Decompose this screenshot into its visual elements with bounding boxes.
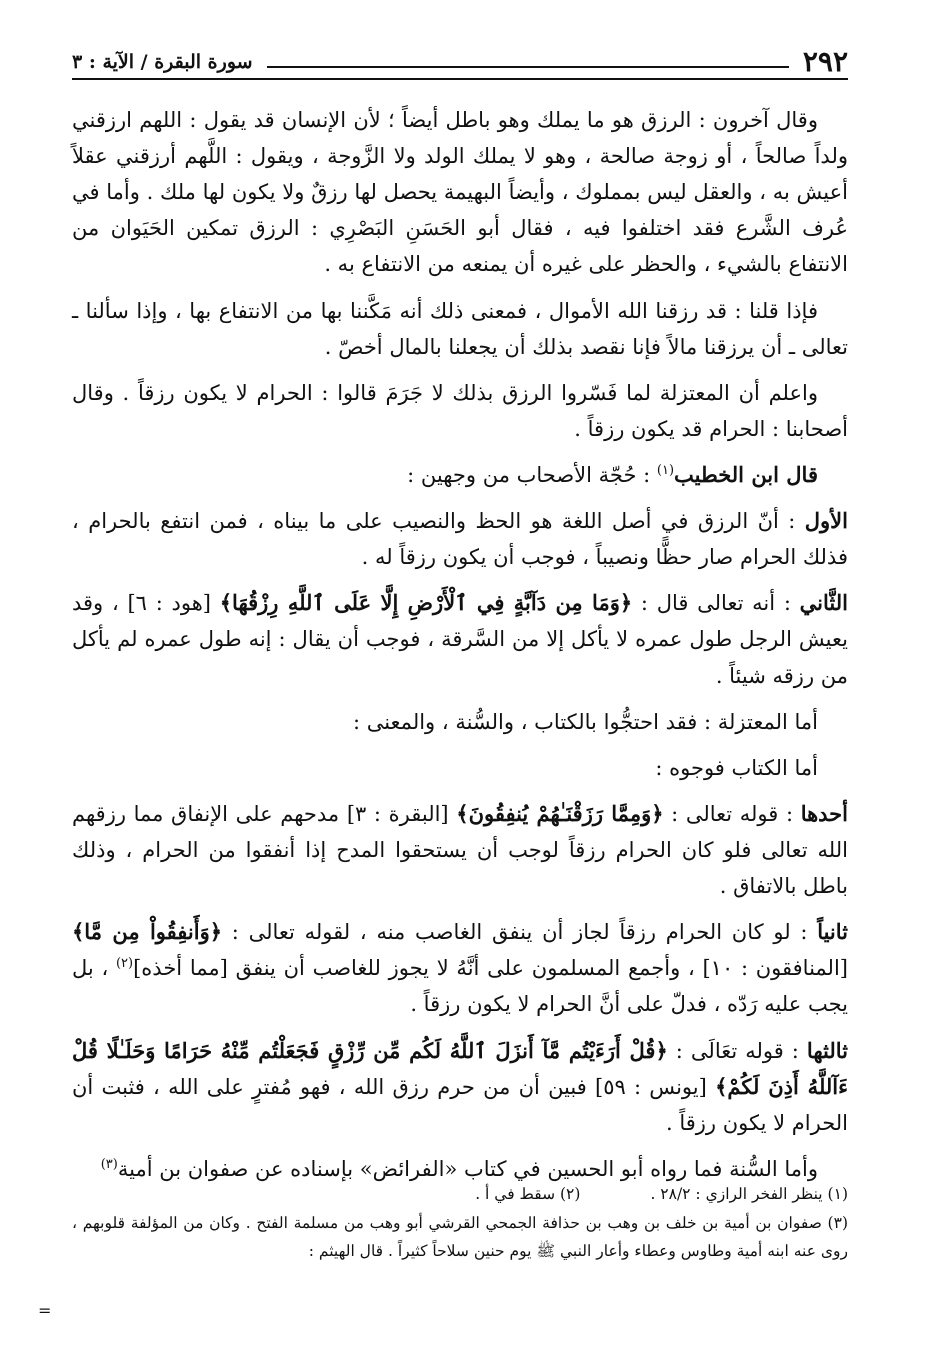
paragraph xyxy=(72,375,848,447)
page-header xyxy=(72,36,848,80)
paragraph xyxy=(72,796,848,904)
page xyxy=(72,36,848,1197)
paragraph xyxy=(72,457,848,493)
paragraph-lead: الثَّاني xyxy=(799,590,848,616)
footnote-1: (١) ينظر الفخر الرازي : ٢٨/٢ . xyxy=(650,1185,848,1203)
quran-verse: ﴿وَمِمَّا رَزَقْنَـٰهُمْ يُنفِقُونَ﴾ xyxy=(456,800,664,826)
paragraph-lead: قال ابن الخطيب xyxy=(674,461,818,487)
footnote-row xyxy=(72,1180,848,1209)
paragraph-text: [المنافقون : ١٠] ، وأجمع المسلمون على أنَّهُ لا يجوز للغاصب أن ينفق [مما أخذه] xyxy=(133,956,848,981)
paragraph-text: : حُجّة الأصحاب من وجهين : xyxy=(407,462,657,487)
paragraph-lead: ثانياً xyxy=(817,919,849,945)
body-text xyxy=(72,102,848,1187)
paragraph-lead: أحدها xyxy=(800,800,848,826)
paragraph-text: [يونس : ٥٩] فبين أن من حرم رزق الله ، فهو مُفترٍ على الله ، فثبت أن الحرام لا يكون رزقاً . xyxy=(72,1074,848,1135)
paragraph-text: أما الكتاب فوجوه : xyxy=(655,755,818,780)
paragraph-lead: الأول xyxy=(804,508,848,534)
quran-verse: ﴿وَمَا مِن دَآبَّةٍ فِي ٱلْأَرْضِ إِلَّا عَلَى ٱللَّهِ رِزْقُهَا﴾ xyxy=(219,590,633,616)
paragraph xyxy=(72,1033,848,1141)
paragraph-text: : قوله تعَالَى : xyxy=(667,1038,807,1063)
page-number: ٢٩٢ xyxy=(802,45,848,78)
paragraph-lead: ثالثها xyxy=(806,1037,848,1063)
paragraph xyxy=(72,704,848,740)
paragraph-text: واعلم أن المعتزلة لما فَسّروا الرزق بذلك لا جَرَمَ قالوا : الحرام لا يكون رزقاً . وقال أصحابنا : الحرام قد يكون رزقاً . xyxy=(72,380,848,441)
paragraph xyxy=(72,750,848,786)
paragraph-text: وقال آخرون : الرزق هو ما يملك وهو باطل أيضاً ؛ لأن الإنسان قد يقول : اللهم ارزقني ولداً صالحاً ، أو زوجة صالحة ، وهو لا يملك الولد ولا الزَّوجة ، ويقول : اللَّهم أرزقني عقلاً أعيش به ، والعقل ليس بمملوك ، وأيضاً البهيمة يحصل لها رزقٌ ولا يكون لها ملك . وأما في عُرف الشَّرع فقد اختلفوا فيه ، فقال أبو الحَسَنِ البَصْرِي : الرزق تمكين الحَيَوان من الانتفاع بالشيء ، والحظر على غيره أن يمنعه من الانتفاع به . xyxy=(72,108,848,277)
margin-mark: = xyxy=(38,1301,52,1320)
paragraph-text: : لو كان الحرام رزقاً لجاز أن ينفق الغاصب منه ، لقوله تعالى : xyxy=(222,920,818,945)
paragraph xyxy=(72,585,848,693)
quran-verse: ﴿وَأَنفِقُواْ مِن مَّا﴾ xyxy=(72,919,223,945)
footnote-2: (٢) سقط في أ . xyxy=(475,1185,581,1203)
paragraph-text: ، بل يجب عليه رَدّه ، فدلّ على أنَّ الحرام لا يكون رزقاً . xyxy=(72,956,848,1017)
paragraph xyxy=(72,914,848,1022)
paragraph-text: فإذا قلنا : قد رزقنا الله الأموال ، فمعنى ذلك أنه مَكَّننا بها من الانتفاع بها ، وإذا سألنا ـ تعالى ـ أن يرزقنا مالاً فإنا نقصد بذلك أن يجعلنا بالمال أخصّ . xyxy=(72,298,848,359)
paragraph-text: [هود : ٦] ، وقد يعيش الرجل طول عمره لا يأكل إلا من السَّرقة ، فوجب أن يقال : إنه طول عمره لم يأكل من رزقه شيئاً . xyxy=(72,591,848,688)
paragraph-text: [البقرة : ٣] مدحهم على الإنفاق مما رزقهم الله تعالى فلو كان الحرام رزقاً لوجب أن يستحقوا المدح إذا أنفقوا من الحرام ، وذلك باطل بالاتفاق . xyxy=(72,801,848,899)
footnote-3: (٣) صفوان بن أمية بن خلف بن وهب بن حذافة الجمحي القرشي أبو وهب من مسلمة الفتح . وكان من المؤلفة قلوبهم ، روى عنه ابنه أمية وطاوس وعطاء وأعار النبي ﷺ يوم حنين سلاحاً كثيراً . قال الهيثم : xyxy=(72,1213,848,1261)
quran-verse: ﴿قُلْ أَرَءَيْتُم مَّآ أَنزَلَ ٱللَّهُ لَكُم مِّن رِّزْقٍ فَجَعَلْتُم مِّنْهُ حَرَامًا وَحَلَـٰلًا قُلْ ءَآللَّهُ أَذِنَ لَكُمْ﴾ xyxy=(72,1037,849,1099)
footnote-ref: (٢) xyxy=(115,956,134,972)
paragraph-text: : قوله تعالى : xyxy=(663,801,801,826)
paragraph xyxy=(72,102,848,283)
header-rule xyxy=(267,66,789,68)
paragraph-text: : أنّ الرزق في أصل اللغة هو الحظ والنصيب على ما بيناه ، فمن انتفع بالحرام ، فذلك الحرام صار حظًّا ونصيباً ، فوجب أن يكون رزقاً له . xyxy=(72,509,848,570)
footnote-ref: (٣) xyxy=(100,1156,118,1172)
paragraph-text: وأما السُّنة فما رواه أبو الحسين في كتاب «الفرائض» بإسناده عن صفوان بن أمية xyxy=(117,1156,818,1181)
footnote-ref: (١) xyxy=(656,462,675,478)
paragraph-text: أما المعتزلة : فقد احتجُّوا بالكتاب ، والسُّنة ، والمعنى : xyxy=(352,709,818,734)
paragraph xyxy=(72,503,848,575)
paragraph xyxy=(72,293,848,365)
footnotes xyxy=(72,1180,848,1266)
running-title: سورة البقرة / الآية : ٣ xyxy=(72,51,253,73)
paragraph-text: : أنه تعالى قال : xyxy=(632,591,800,616)
